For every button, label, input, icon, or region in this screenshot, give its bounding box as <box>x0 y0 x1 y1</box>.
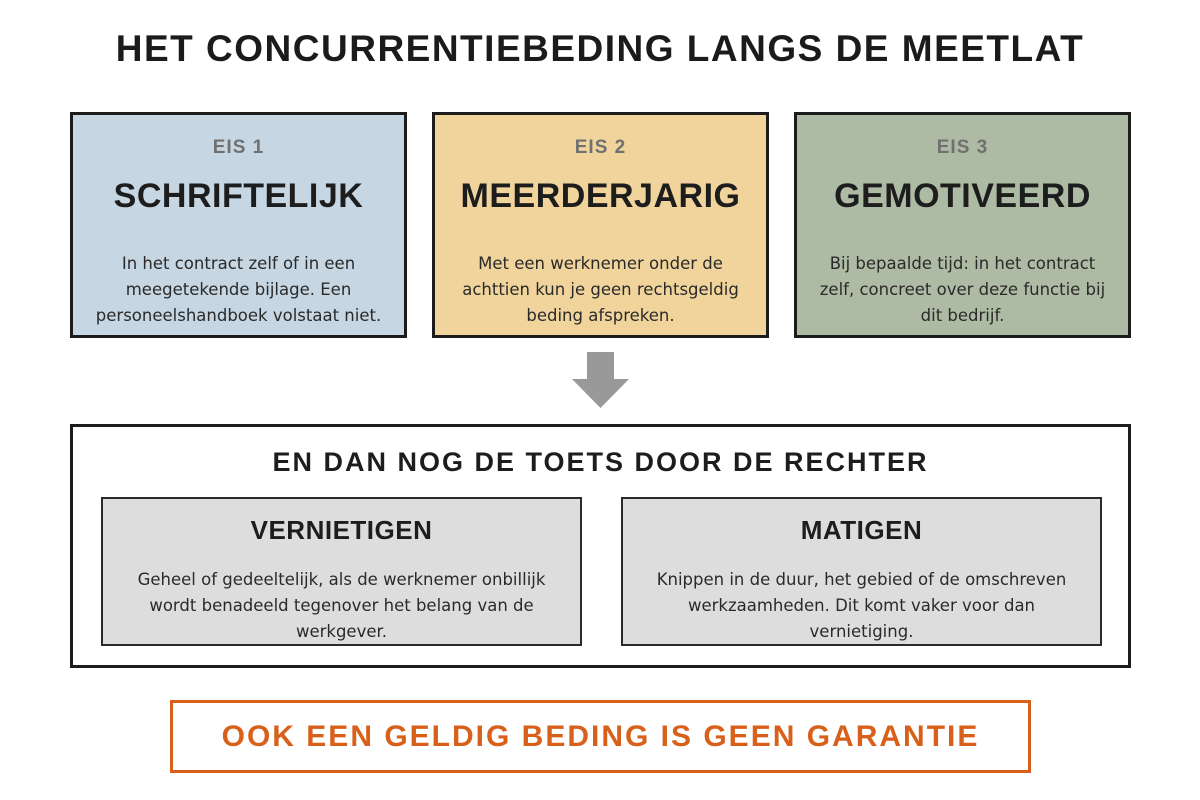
requirement-description: Bij bepaalde tijd: in het contract zelf, concreet over deze functie bij dit bedrijf. <box>819 254 1106 325</box>
requirement-name: SCHRIFTELIJK <box>113 177 364 215</box>
court-review-heading: EN DAN NOG DE TOETS DOOR DE RECHTER <box>272 447 929 477</box>
option-name: MATIGEN <box>800 515 923 545</box>
requirement-label: EIS 1 <box>212 137 265 158</box>
option-card-matigen <box>621 497 1102 646</box>
requirement-name: GEMOTIVEERD <box>834 177 1091 215</box>
requirement-label: EIS 2 <box>574 137 627 158</box>
requirement-card-gemotiveerd <box>794 112 1131 338</box>
requirement-description: Met een werknemer onder de achttien kun je geen rechtsgeldig beding afspreken. <box>462 254 739 325</box>
option-card-vernietigen <box>101 497 582 646</box>
requirement-description: In het contract zelf of in een meegetekende bijlage. Een personeelshandboek volstaat niet. <box>95 254 382 325</box>
court-review-panel <box>70 424 1131 668</box>
conclusion-text: OOK EEN GELDIG BEDING IS GEEN GARANTIE <box>221 719 980 753</box>
conclusion-banner <box>170 700 1031 773</box>
option-description: Geheel of gedeeltelijk, als de werknemer onbillijk wordt benadeeld tegenover het belang van de werkgever. <box>137 570 546 641</box>
requirement-card-schriftelijk <box>70 112 407 338</box>
page-title: HET CONCURRENTIEBEDING LANGS DE MEETLAT <box>115 28 1085 69</box>
option-description: Knippen in de duur, het gebied of de omschreven werkzaamheden. Dit komt vaker voor dan vernietiging. <box>656 570 1067 641</box>
requirement-name: MEERDERJARIG <box>460 177 741 215</box>
arrow-down-icon <box>572 352 629 408</box>
requirement-card-meerderjarig <box>432 112 769 338</box>
requirement-label: EIS 3 <box>936 137 989 158</box>
option-name: VERNIETIGEN <box>250 515 433 545</box>
